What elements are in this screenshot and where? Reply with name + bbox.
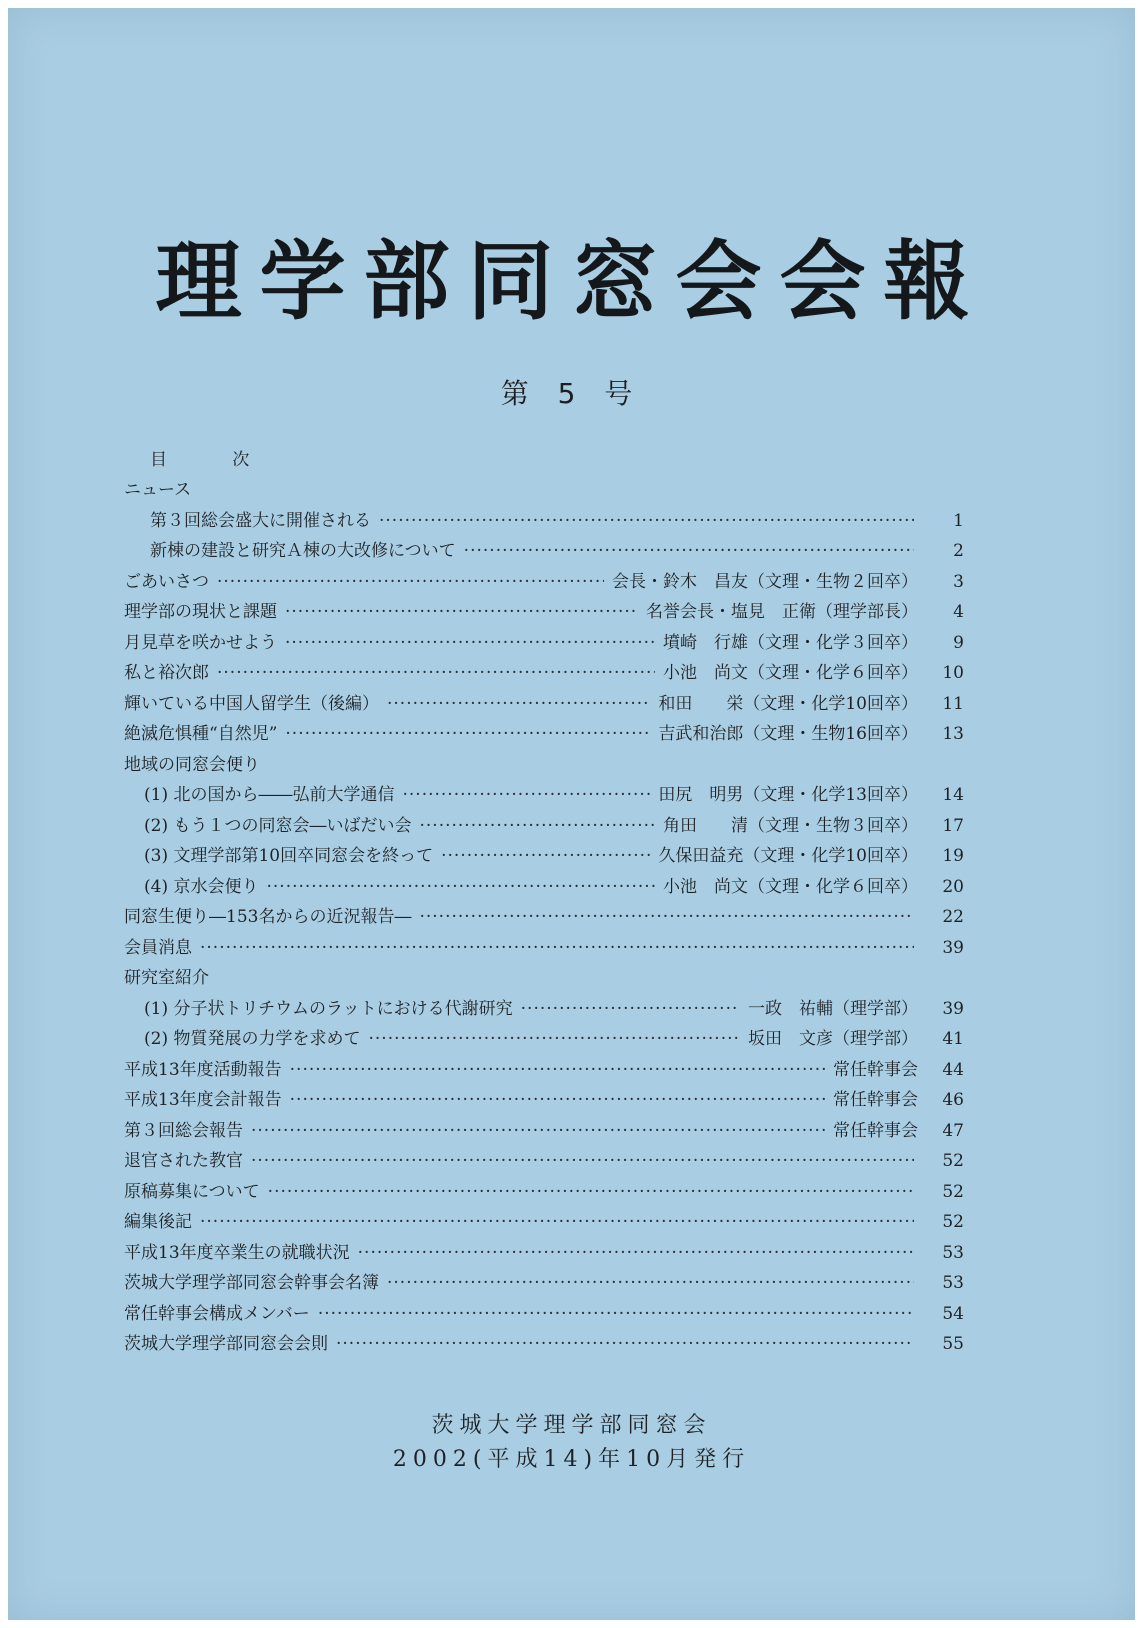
toc-entry [124, 872, 964, 903]
toc-entry-author: 会長・鈴木 昌友（文理・生物２回卒） [612, 571, 918, 592]
toc-entry [124, 1268, 964, 1299]
toc-entry-page: 39 [942, 937, 964, 958]
toc-entry-page: 3 [953, 571, 964, 592]
dot-leader [251, 1116, 825, 1147]
toc-entry-author: 田尻 明男（文理・化学13回卒） [658, 785, 918, 805]
toc-entry-title: 私と裕次郎 [124, 663, 209, 683]
publication-date: 2002(平成14)年10月発行 [392, 1447, 751, 1472]
toc-entry-title: 茨城大学理学部同窓会幹事会名簿 [124, 1273, 379, 1293]
toc-entry [124, 780, 964, 811]
dot-leader [336, 1329, 914, 1360]
toc-entry [124, 506, 964, 537]
toc-entry [124, 658, 964, 689]
toc-heading: 目 次 [150, 450, 280, 470]
dot-leader [251, 1146, 914, 1177]
toc-entry-title: 会員消息 [124, 937, 192, 958]
toc-entry [124, 1238, 964, 1269]
dot-leader [285, 628, 655, 659]
toc-entry-title: 原稿募集について [124, 1181, 260, 1202]
toc-entry [124, 1085, 964, 1116]
toc-entry-page: 14 [942, 785, 964, 805]
toc-entry [124, 597, 964, 628]
toc-entry-page: 47 [942, 1120, 964, 1141]
toc-entry-title: 地域の同窓会便り [124, 754, 260, 775]
toc-entry-title: 研究室紹介 [124, 968, 209, 988]
toc-entry [124, 1299, 964, 1330]
toc-entry [124, 994, 964, 1025]
toc-list [124, 475, 964, 1360]
toc-section [124, 475, 964, 506]
toc-entry [124, 1207, 964, 1238]
toc-entry-page: 1 [953, 510, 964, 531]
table-of-contents [124, 445, 964, 1360]
toc-entry-page: 22 [942, 907, 964, 927]
toc-entry [124, 933, 964, 964]
toc-entry-page: 55 [942, 1334, 964, 1354]
dot-leader [285, 597, 638, 628]
toc-entry-author: 墳崎 行雄（文理・化学３回卒） [663, 632, 918, 653]
dot-leader [441, 841, 650, 872]
toc-entry-title: 新棟の建設と研究Ａ棟の大改修について [150, 541, 456, 561]
dot-leader [318, 1299, 914, 1330]
toc-entry-page: 41 [942, 1029, 964, 1049]
dot-leader [387, 689, 650, 720]
toc-entry-title: (1) 北の国から――弘前大学通信 [144, 785, 395, 805]
toc-entry-page: 10 [942, 663, 964, 683]
dot-leader [379, 506, 914, 537]
toc-entry-title: 常任幹事会構成メンバー [124, 1303, 310, 1324]
dot-leader [358, 1238, 914, 1269]
toc-entry [124, 1177, 964, 1208]
toc-entry-title: 平成13年度会計報告 [124, 1090, 282, 1110]
toc-entry-title: ごあいさつ [124, 571, 209, 592]
toc-entry-author: 名誉会長・塩見 正衛（理学部長） [646, 602, 918, 622]
dot-leader [402, 780, 650, 811]
toc-entry [124, 689, 964, 720]
toc-entry-title: 第３回総会報告 [124, 1120, 243, 1141]
toc-entry [124, 536, 964, 567]
toc-entry-page: 52 [942, 1181, 964, 1202]
toc-entry-page: 39 [942, 998, 964, 1019]
toc-entry [124, 811, 964, 842]
issue-number: 第 5 号 [500, 377, 643, 410]
toc-entry-title: 理学部の現状と課題 [124, 602, 277, 622]
toc-entry-page: 2 [953, 541, 964, 561]
dot-leader [290, 1085, 825, 1116]
toc-entry-page: 53 [942, 1242, 964, 1263]
toc-entry-author: 角田 清（文理・生物３回卒） [663, 815, 918, 836]
toc-entry [124, 1116, 964, 1147]
toc-entry-page: 53 [942, 1273, 964, 1293]
toc-entry-author: 和田 栄（文理・化学10回卒） [658, 693, 918, 714]
toc-entry-title: (2) 物質発展の力学を求めて [144, 1029, 361, 1049]
toc-section [124, 750, 964, 781]
dot-leader [419, 811, 655, 842]
dot-leader [368, 1024, 740, 1055]
toc-entry [124, 902, 964, 933]
toc-entry-title: 月見草を咲かせよう [124, 632, 277, 653]
dot-leader [200, 1207, 914, 1238]
toc-entry [124, 841, 964, 872]
publisher: 茨城大学理学部同窓会 [431, 1413, 712, 1438]
toc-entry-author: 久保田益充（文理・化学10回卒） [658, 846, 918, 866]
dot-leader [285, 719, 650, 750]
toc-entry [124, 567, 964, 598]
toc-entry-page: 54 [942, 1303, 964, 1324]
dot-leader [464, 536, 914, 567]
toc-entry-title: 同窓生便り―153名からの近況報告― [124, 907, 412, 927]
toc-entry-page: 19 [942, 846, 964, 866]
toc-entry-page: 4 [953, 602, 964, 622]
toc-entry-author: 常任幹事会 [833, 1059, 918, 1080]
toc-entry-author: 小池 尚文（文理・化学６回卒） [663, 876, 918, 897]
toc-entry-title: ニュース [124, 480, 192, 500]
dot-leader [200, 933, 914, 964]
dot-leader [217, 658, 655, 689]
dot-leader [268, 1177, 914, 1208]
toc-entry [124, 1024, 964, 1055]
toc-entry-title: 平成13年度卒業生の就職状況 [124, 1242, 350, 1263]
dot-leader [521, 994, 740, 1025]
toc-entry-author: 小池 尚文（文理・化学６回卒） [663, 663, 918, 683]
toc-entry-title: 第３回総会盛大に開催される [150, 510, 371, 531]
toc-entry-title: (2) もう１つの同窓会―いばだい会 [144, 815, 412, 836]
journal-title: 理学部同窓会会報 [155, 231, 988, 332]
toc-entry-title: 編集後記 [124, 1212, 192, 1232]
toc-section [124, 963, 964, 994]
dot-leader [217, 567, 604, 598]
toc-entry [124, 719, 964, 750]
toc-entry-page: 46 [942, 1090, 964, 1110]
dot-leader [387, 1268, 914, 1299]
toc-entry-page: 9 [953, 632, 964, 653]
toc-entry-author: 常任幹事会 [833, 1120, 918, 1141]
dot-leader [266, 872, 655, 903]
toc-entry [124, 1329, 964, 1360]
dot-leader [290, 1055, 825, 1086]
toc-entry-title: 平成13年度活動報告 [124, 1059, 282, 1080]
toc-entry-title: (3) 文理学部第10回卒同窓会を終って [144, 846, 434, 866]
toc-entry-author: 吉武和治郎（文理・生物16回卒） [658, 724, 918, 744]
toc-entry [124, 628, 964, 659]
toc-entry-title: (1) 分子状トリチウムのラットにおける代謝研究 [144, 998, 513, 1019]
dot-leader [419, 902, 914, 933]
toc-entry-author: 一政 祐輔（理学部） [748, 998, 918, 1019]
toc-entry-title: 退官された教官 [124, 1151, 243, 1171]
toc-entry-page: 11 [942, 693, 964, 714]
toc-entry-title: 茨城大学理学部同窓会会則 [124, 1334, 328, 1354]
toc-entry-page: 44 [942, 1059, 964, 1080]
toc-entry-page: 13 [942, 724, 964, 744]
toc-entry-page: 20 [942, 876, 964, 897]
toc-entry-page: 17 [942, 815, 964, 836]
toc-entry-title: 絶滅危惧種“自然児” [124, 724, 278, 744]
toc-entry-author: 常任幹事会 [833, 1090, 918, 1110]
toc-entry [124, 1146, 964, 1177]
toc-entry-title: (4) 京水会便り [144, 876, 259, 897]
toc-entry-author: 坂田 文彦（理学部） [748, 1029, 918, 1049]
toc-entry [124, 1055, 964, 1086]
toc-entry-page: 52 [942, 1212, 964, 1232]
toc-entry-title: 輝いている中国人留学生（後編） [124, 693, 379, 714]
toc-entry-page: 52 [942, 1151, 964, 1171]
